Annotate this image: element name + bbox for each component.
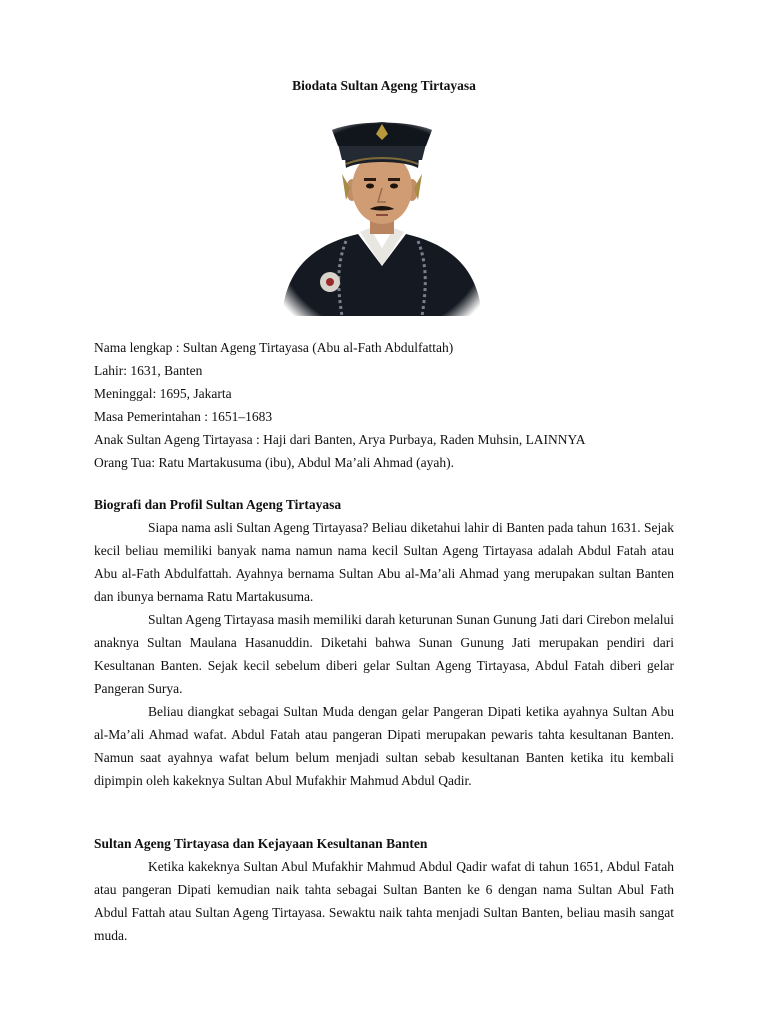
page-title: Biodata Sultan Ageng Tirtayasa: [292, 78, 476, 93]
bio-birth: Lahir: 1631, Banten: [94, 363, 203, 378]
bio-reign: Masa Pemerintahan : 1651–1683: [94, 409, 273, 424]
section-heading: Biografi dan Profil Sultan Ageng Tirtayasa: [94, 497, 342, 512]
sultan-portrait-image: [276, 116, 488, 320]
paragraph: Siapa nama asli Sultan Ageng Tirtayasa? Beliau diketahui lahir di Banten pada tahun 1631. Sejak kecil beliau memiliki banyak nama namun nama kecil Sultan Ageng Tirtayasa adalah Abdul Fatah atau Abu al-Fath Abdulfattah. Ayahnya bernama Sultan Abu al-Ma’ali Ahmad yang merupakan sultan Banten dan ibunya bernama Ratu Martakusuma.: [94, 520, 674, 604]
bio-full-name: Nama lengkap : Sultan Ageng Tirtayasa (Abu al-Fath Abdulfattah): [94, 340, 454, 355]
bio-death: Meninggal: 1695, Jakarta: [94, 386, 232, 401]
bio-parents: Orang Tua: Ratu Martakusuma (ibu), Abdul Ma’ali Ahmad (ayah).: [94, 455, 454, 470]
paragraph: Sultan Ageng Tirtayasa masih memiliki darah keturunan Sunan Gunung Jati dari Cirebon melalui anaknya Sultan Maulana Hasanuddin. Diketahi bahwa Sunan Gunung Jati merupakan pendiri dari Kesultanan Banten. Sejak kecil sebelum diberi gelar Sultan Ageng Tirtayasa, Abdul Fatah diberi gelar Pangeran Surya.: [94, 612, 674, 696]
section-heading: Sultan Ageng Tirtayasa dan Kejayaan Kesultanan Banten: [94, 836, 428, 851]
section-kejayaan: [94, 832, 674, 947]
biodata-list: [94, 336, 679, 474]
paragraph: Beliau diangkat sebagai Sultan Muda dengan gelar Pangeran Dipati ketika ayahnya Sultan Abu al-Ma’ali Ahmad wafat. Abdul Fatah atau pangeran Dipati merupakan pewaris tahta kesultanan Banten. Namun saat ayahnya wafat belum belum menjadi sultan sebab kesultanan Banten ketika itu kembali dipimpin oleh kakeknya Sultan Abul Mufakhir Mahmud Abdul Qadir.: [94, 704, 674, 788]
paragraph: Ketika kakeknya Sultan Abul Mufakhir Mahmud Abdul Qadir wafat di tahun 1651, Abdul Fatah atau pangeran Dipati kemudian naik tahta sebagai Sultan Banten ke 6 dengan nama Sultan Abul Fath Abdul Fattah atau Sultan Ageng Tirtayasa. Sewaktu naik tahta menjadi Sultan Banten, beliau masih sangat muda.: [94, 859, 674, 943]
section-biography: [94, 493, 674, 792]
bio-children: Anak Sultan Ageng Tirtayasa : Haji dari Banten, Arya Purbaya, Raden Muhsin, LAINNYA: [94, 432, 586, 447]
